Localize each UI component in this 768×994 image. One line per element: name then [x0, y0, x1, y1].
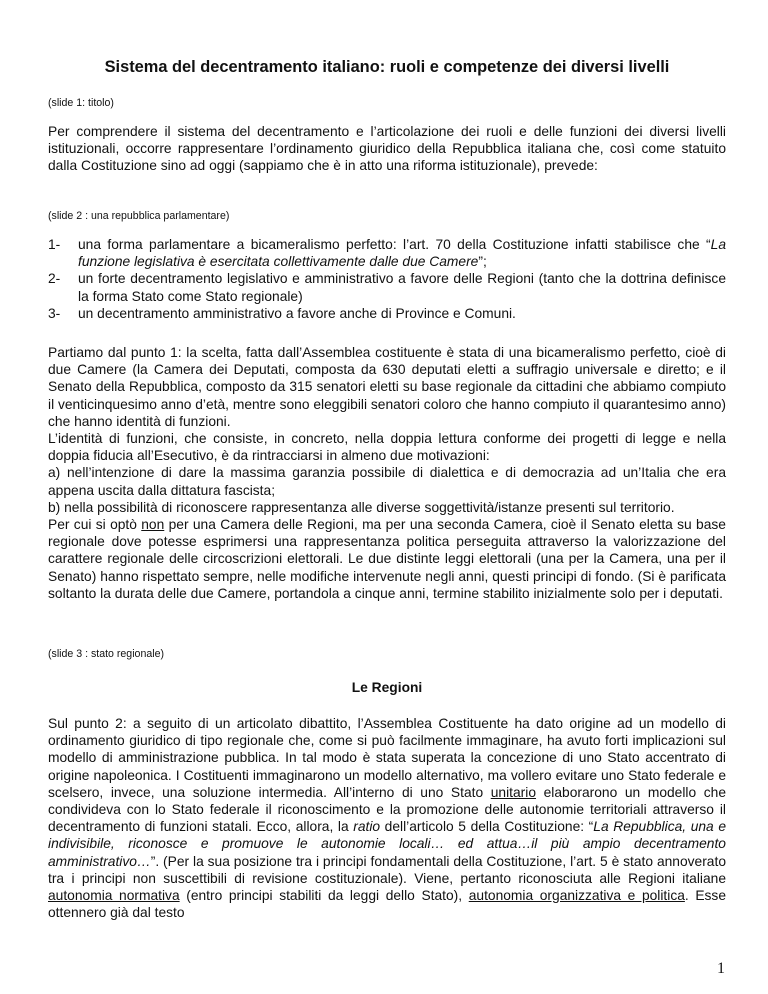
underlined-word: unitario	[490, 784, 537, 800]
italic-quote: La Repubblica, una e indivisibile, riconosce e promuove le autonomie locali… ed attua…il più ampio decentramento amministrativo…	[48, 819, 726, 869]
slide-1-note: (slide 1: titolo)	[48, 97, 114, 109]
paragraph-senate	[48, 516, 726, 602]
paragraph-point-a: a) nell’intenzione di dare la massima garanzia possibile di dialettica e di democrazia ad un’Italia che era appena uscita dalla dittatura fascista;	[48, 465, 726, 498]
paragraph-regions	[48, 715, 726, 921]
list-item	[48, 270, 726, 304]
intro-paragraph: Per comprendere il sistema del decentramento e l’articolazione dei ruoli e delle funzioni dei diversi livelli istituzionali, occorre rappresentare l’ordinamento giuridico della Repubblica italiana che, così come statuito dalla Costituzione sino ad oggi (sappiamo che è in atto una riforma istituzionale), prevede:	[48, 124, 726, 174]
document-title: Sistema del decentramento italiano: ruoli e competenze dei diversi livelli	[104, 58, 670, 76]
body-section-2	[48, 715, 726, 921]
points-list	[48, 236, 726, 322]
intro-block	[48, 123, 726, 175]
slide-1-note-block	[48, 97, 726, 110]
italic-word: ratio	[353, 819, 381, 835]
list-text: un decentramento amministrativo a favore anche di Province e Comuni.	[78, 305, 516, 321]
list-item	[48, 236, 726, 270]
list-text: un forte decentramento legislativo e amministrativo a favore delle Regioni (tanto che la dottrina definisce la forma Stato come Stato regionale)	[78, 271, 726, 304]
list-number: 1-	[48, 237, 61, 252]
list-text: una forma parlamentare a bicameralismo perfetto: l’art. 70 della Costituzione infatti stabilisce che “	[78, 237, 711, 252]
text-run: dell’articolo 5 della Costituzione: “	[380, 819, 594, 835]
list-number: 2-	[48, 271, 61, 287]
text-run: . Esse ottennero già dal testo	[48, 888, 727, 921]
slide-2-note-block	[48, 210, 726, 223]
page-number: 1	[717, 960, 725, 977]
section-title: Le Regioni	[351, 680, 423, 695]
text-run: elaborarono un modello che condivideva con lo Stato federale il riconoscimento e la promozione delle autonomie territoriali attraverso il decentramento di funzioni statali. Ecco, allora, la	[48, 784, 726, 835]
list-number: 3-	[48, 305, 61, 321]
text-run: Per cui si optò	[48, 517, 142, 533]
text-run: per una Camera delle Regioni, ma per una seconda Camera, cioè il Senato eletta su base regionale dove potesse esprimersi una rappresentanza politica perseguita attraverso la valorizzazione del carattere regionale delle circoscrizioni elettorali. Le due distinte leggi elettorali (una per la Camera, una per il Senato) hanno rispettato sempre, nelle modifiche intervenute negli anni, questi principi di fondo. (Si è parificata soltanto la durata delle due Camere, portandola a cinque anni, termine stabilito inizialmente solo per i deputati.	[48, 517, 726, 601]
text-run: Sul punto 2: a seguito di un articolato dibattito, l’Assemblea Costituente ha dato origine ad un modello di ordinamento giuridico di tipo regionale che, come si può facilmente immaginare, ha avuto forti implicazioni sul modello di amministrazione pubblica. In tal modo è stata superata la concezione di uno Stato accentrato di origine napoleonica. I Costituenti immaginarono un modello alternativo, ma vollero evitare uno Stato federale e scelsero, invece, una soluzione intermedia. All’interno di uno Stato	[48, 716, 726, 800]
list-quote: La funzione legislativa è esercitata collettivamente dalle due Camere	[78, 237, 726, 270]
underlined-phrase: autonomia organizzativa e politica	[468, 888, 685, 904]
body-section-1	[48, 344, 726, 602]
paragraph-bicameralism: Partiamo dal punto 1: la scelta, fatta dall’Assemblea costituente è stata di una bicameralismo perfetto, cioè di due Camere (la Camera dei Deputati, composta da 630 deputati eletti a suffragio universale e diretto; e il Senato della Repubblica, composto da 315 senatori eletti su base regionale da cittadini che abbiamo compiuto il venticinquesimo anno d’età, mentre sono eleggibili senatori coloro che hanno compiuto il quarantesimo anno) che hanno identità di funzioni.	[48, 345, 726, 429]
underlined-phrase: autonomia normativa	[48, 888, 180, 904]
underlined-word: non	[141, 517, 165, 533]
slide-2-note: (slide 2 : una repubblica parlamentare)	[48, 210, 230, 222]
points-list-block	[48, 236, 726, 322]
section-heading-block	[48, 679, 726, 696]
slide-3-note-block	[48, 648, 726, 661]
slide-3-note: (slide 3 : stato regionale)	[48, 648, 165, 660]
list-text-end: ”;	[478, 254, 487, 270]
text-run: ”. (Per la sua posizione tra i principi fondamentali della Costituzione, l’art. 5 è stato annoverato tra i principi non suscettibili di revisione costituzionale). Viene, pertanto riconosciuta alle Regioni italiane	[48, 853, 726, 886]
list-item	[48, 305, 726, 322]
paragraph-identity: L’identità di funzioni, che consiste, in concreto, nella doppia lettura conforme dei progetti di legge e nella doppia fiducia all’Esecutivo, è da rintracciarsi in almeno due motivazioni:	[48, 431, 726, 464]
paragraph-point-b: b) nella possibilità di riconoscere rappresentanza alle diverse soggettività/istanze presenti sul territorio.	[48, 499, 675, 515]
text-run: (entro principi stabiliti da leggi dello Stato),	[179, 888, 469, 904]
